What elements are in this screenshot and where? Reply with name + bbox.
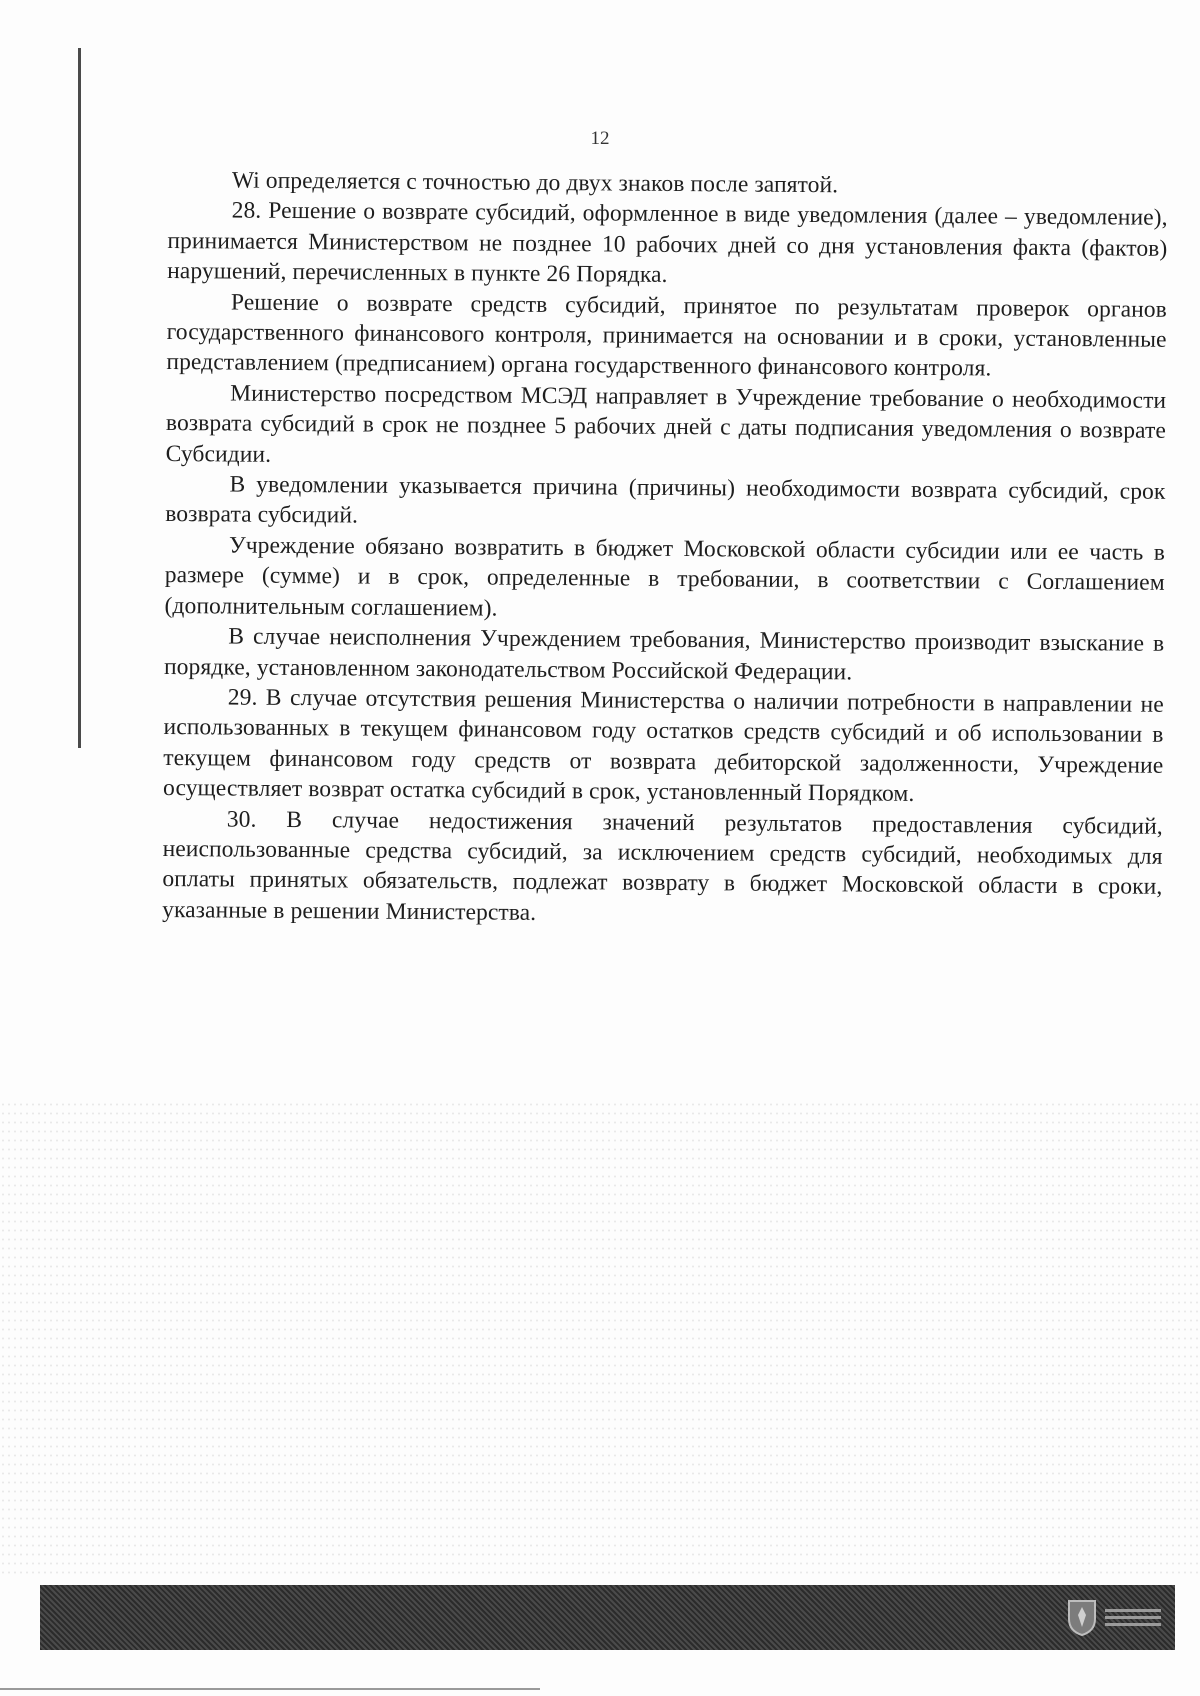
- paragraph: 29. В случае отсутствия решения Министерства о наличии потребности в направлении не использованных в текущем финансовом году остатков средств субсидий и об использовании в текущем финансовом году средств от возврата дебиторской задолженности, Учреждение осуществляет возврат остатка субсидий в срок, установленный Порядком.: [163, 684, 1164, 808]
- coat-of-arms-icon: [1065, 1597, 1099, 1637]
- page-number: 12: [590, 128, 610, 149]
- left-margin-line: [78, 48, 81, 748]
- electronic-signature-stamp: [40, 1585, 1175, 1650]
- bottom-edge-line: [0, 1688, 540, 1690]
- stamp-emblem: [1065, 1595, 1161, 1639]
- paragraph: Wi определяется с точностью до двух знаков после запятой.: [231, 167, 839, 199]
- document-body: [162, 165, 1168, 933]
- paragraph: Решение о возврате средств субсидий, принятое по результатам проверок органов государственного финансового контроля, принимается на основании и в сроки, установленные представлением (предписанием) органа государственного финансового контроля.: [166, 289, 1167, 382]
- paragraph: 30. В случае недостижения значений результатов предоставления субсидий, неиспользованные средства субсидий, за исключением средств субсидий, необходимых для оплаты принятых обязательств, подлежат возврату в бюджет Московской области в сроки, указанные в решении Министерства.: [162, 806, 1163, 926]
- paragraph: Министерство посредством МСЭД направляет в Учреждение требование о необходимости возврата субсидий в срок не позднее 5 рабочих дней с даты подписания уведомления о возврате Субсидии.: [165, 380, 1167, 468]
- paragraph: В уведомлении указывается причина (причины) необходимости возврата субсидий, срок возврата субсидий.: [165, 471, 1166, 529]
- paragraph: В случае неисполнения Учреждением требования, Министерство производит взыскание в порядке, установленном законодательством Российской Федерации.: [163, 623, 1165, 685]
- paragraph: 28. Решение о возврате субсидий, оформленное в виде уведомления (далее – уведомление), принимается Министерством не позднее 10 рабочих дней со дня установления факта (фактов) нарушений, перечисленных в пункте 26 Порядка.: [167, 197, 1168, 289]
- paragraph: Учреждение обязано возвратить в бюджет Московской области субсидии или ее часть в размере (сумме) и в срок, определенные в требовании, в соответствии с Соглашением (дополнительным соглашением).: [164, 532, 1166, 622]
- stamp-text-lines: [1105, 1609, 1161, 1626]
- scan-noise: [0, 1100, 1200, 1580]
